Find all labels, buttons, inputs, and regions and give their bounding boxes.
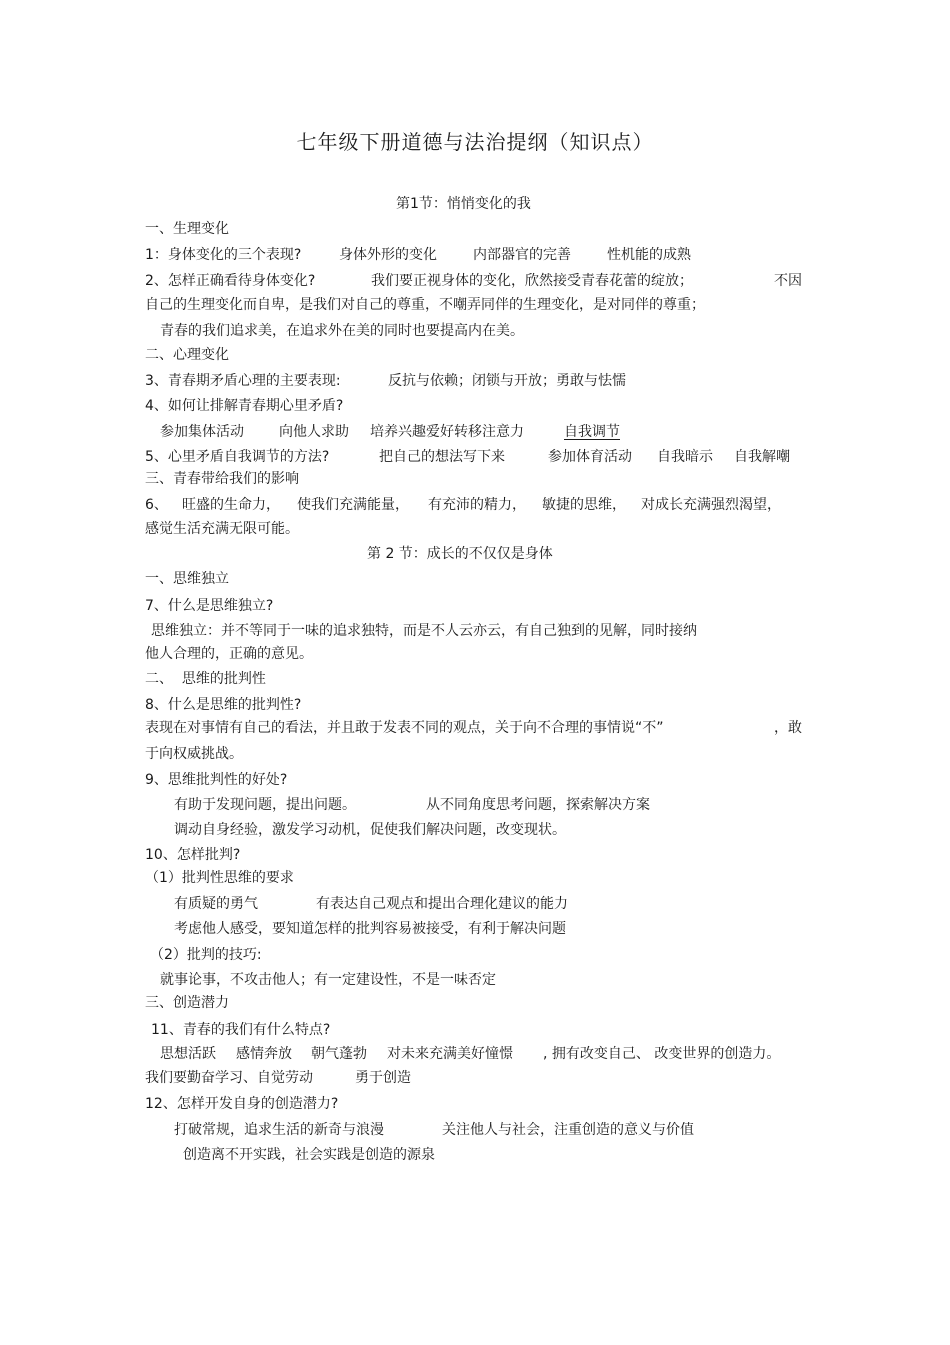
answer-text: ，敢 <box>774 720 802 736</box>
answer-text: 思想活跃 <box>160 1046 216 1062</box>
section-2-title: 第 2 节：成长的不仅仅是身体 <box>367 546 553 562</box>
answer-text: 关注他人与社会，注重创造的意义与价值 <box>442 1122 694 1138</box>
answer-text: 对成长充满强烈渴望， <box>641 497 781 513</box>
question-11: 11、青春的我们有什么特点? <box>151 1022 331 1038</box>
answer-text: , 拥有改变自己、 改变世界的创造力。 <box>543 1046 781 1062</box>
answer-text: 就事论事，不攻击他人；有一定建设性，不是一味否定 <box>160 972 496 988</box>
answer-text: 考虑他人感受，要知道怎样的批判容易被接受，有利于解决问题 <box>174 921 566 937</box>
question-4: 4、如何让排解青春期心里矛盾? <box>145 398 344 414</box>
section-1-title: 第1节：悄悄变化的我 <box>396 196 531 212</box>
answer-text: 思维独立：并不等同于一味的追求独特，而是不人云亦云，有自己独到的见解，同时接纳 <box>151 623 697 639</box>
answer-text: 内部器官的完善 <box>473 247 571 263</box>
answer-text: 我们要正视身体的变化，欣然接受青春花蕾的绽放； <box>371 273 693 289</box>
answer-text: 他人合理的，正确的意见。 <box>145 646 313 662</box>
answer-text: 对未来充满美好憧憬 <box>387 1046 513 1062</box>
heading-psychological-change: 二、心理变化 <box>145 347 229 363</box>
answer-text: 有助于发现问题，提出问题。 <box>174 797 356 813</box>
question-5: 5、心里矛盾自我调节的方法? <box>145 449 330 465</box>
heading-physiological-change: 一、生理变化 <box>145 221 229 237</box>
subheading: （1）批判性思维的要求 <box>145 870 294 886</box>
answer-text: 向他人求助 <box>279 424 349 440</box>
answer-text: 从不同角度思考问题，探索解决方案 <box>426 797 650 813</box>
question-7: 7、什么是思维独立? <box>145 598 274 614</box>
answer-text: 把自己的想法写下来 <box>379 449 505 465</box>
question-12: 12、怎样开发自身的创造潜力? <box>145 1096 339 1112</box>
heading-critical-thinking: 二、 思维的批判性 <box>145 671 266 687</box>
answer-text: 有表达自己观点和提出合理化建议的能力 <box>316 896 568 912</box>
answer-text: 青春的我们追求美，在追求外在美的同时也要提高内在美。 <box>160 323 524 339</box>
answer-text: 自我暗示 <box>657 449 713 465</box>
answer-text: 打破常规，追求生活的新奇与浪漫 <box>174 1122 384 1138</box>
answer-text: 旺盛的生命力， <box>182 497 280 513</box>
answer-text: 使我们充满能量， <box>297 497 409 513</box>
answer-text: 于向权威挑战。 <box>145 746 243 762</box>
heading-independent-thinking: 一、思维独立 <box>145 571 229 587</box>
page-title: 七年级下册道德与法治提纲（知识点） <box>296 130 654 154</box>
question-3: 3、青春期矛盾心理的主要表现: <box>145 373 341 389</box>
heading-influence-of-youth: 三、青春带给我们的影响 <box>145 471 299 487</box>
answer-text: 敏捷的思维， <box>542 497 626 513</box>
answer-text: 性机能的成熟 <box>607 247 691 263</box>
answer-text: 培养兴趣爱好转移注意力 <box>370 424 524 440</box>
heading-creative-potential: 三、创造潜力 <box>145 995 229 1011</box>
question-2: 2、怎样正确看待身体变化? <box>145 273 316 289</box>
answer-text: 参加体育活动 <box>548 449 632 465</box>
subheading: （2）批判的技巧: <box>150 947 262 963</box>
answer-text: 朝气蓬勃 <box>311 1046 367 1062</box>
answer-text: 创造离不开实践，社会实践是创造的源泉 <box>183 1147 435 1163</box>
answer-text: 感觉生活充满无限可能。 <box>145 521 299 537</box>
answer-text: 表现在对事情有自己的看法，并且敢于发表不同的观点，关于向不合理的事情说“不” <box>145 720 664 736</box>
answer-text: 反抗与依赖；闭锁与开放；勇敢与怯懦 <box>388 373 626 389</box>
answer-text-underlined: 自我调节 <box>564 424 620 440</box>
answer-text: 身体外形的变化 <box>339 247 437 263</box>
answer-text: 感情奔放 <box>236 1046 292 1062</box>
question-1: 1：身体变化的三个表现? <box>145 247 302 263</box>
question-8: 8、什么是思维的批判性? <box>145 697 302 713</box>
question-6: 6、 <box>145 497 168 513</box>
question-9: 9、思维批判性的好处? <box>145 772 288 788</box>
answer-text: 调动自身经验，激发学习动机，促使我们解决问题，改变现状。 <box>174 822 566 838</box>
answer-text: 勇于创造 <box>355 1070 411 1086</box>
answer-text: 有质疑的勇气 <box>174 896 258 912</box>
answer-text: 我们要勤奋学习、自觉劳动 <box>145 1070 313 1086</box>
answer-text: 参加集体活动 <box>160 424 244 440</box>
question-10: 10、怎样批判? <box>145 847 241 863</box>
answer-text: 自己的生理变化而自卑，是我们对自己的尊重，不嘲弄同伴的生理变化，是对同伴的尊重； <box>145 297 705 313</box>
answer-text: 有充沛的精力， <box>428 497 526 513</box>
answer-text: 不因 <box>774 273 802 289</box>
answer-text: 自我解嘲 <box>734 449 790 465</box>
